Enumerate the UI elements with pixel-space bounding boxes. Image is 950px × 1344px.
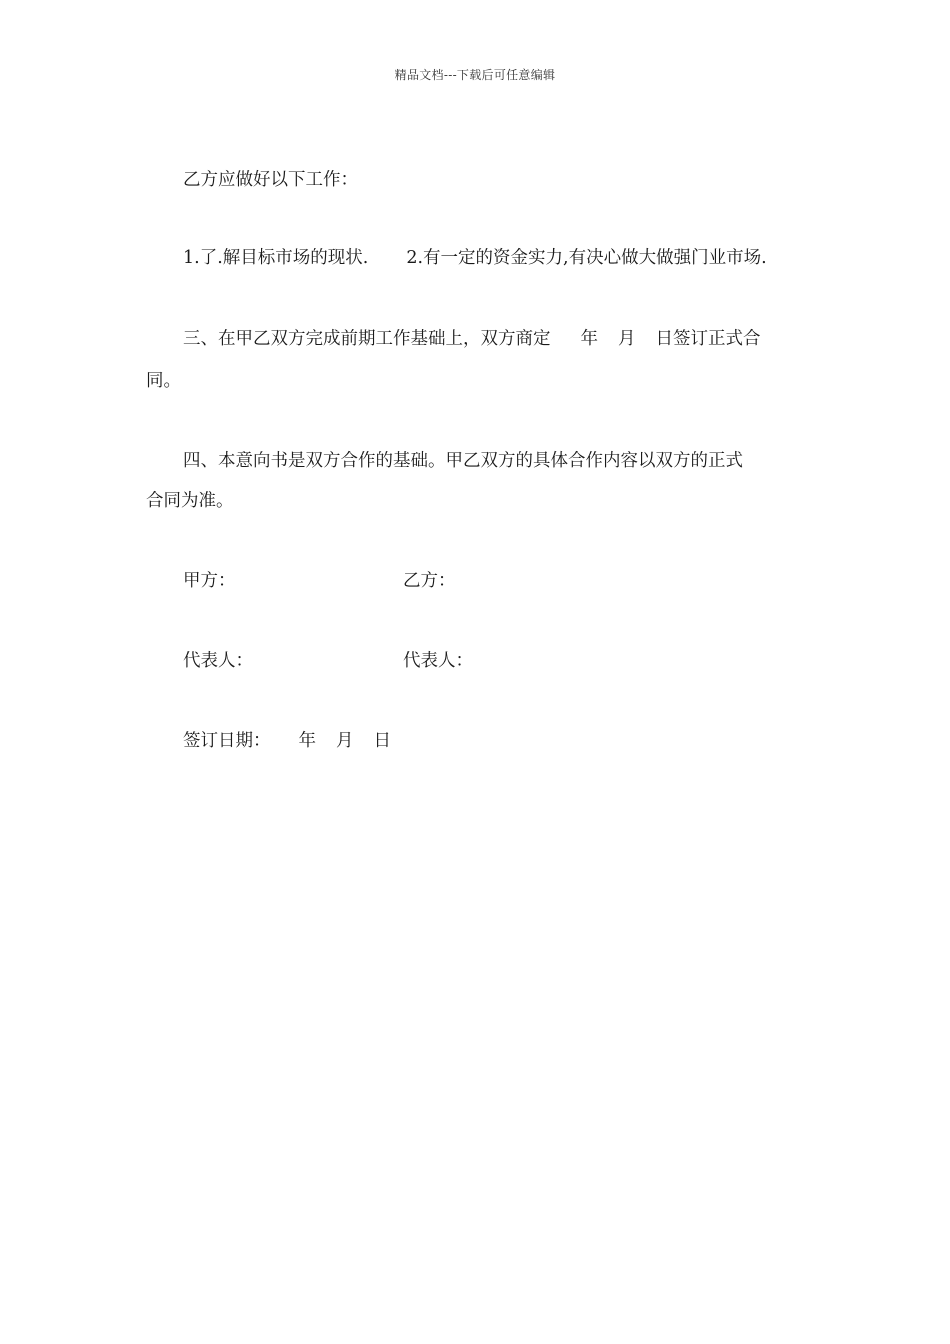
page-header: 精品文档---下载后可任意编辑 — [394, 68, 556, 82]
rep-a-label: 代表人： — [183, 651, 253, 671]
work-item-1: 1.了.解目标市场的现状. — [183, 248, 369, 268]
rep-b-label: 代表人： — [403, 651, 473, 671]
signing-date-day: 日 — [373, 731, 391, 751]
signing-date-label: 签订日期： — [183, 731, 271, 751]
clause-3-line-2: 同。 — [146, 371, 181, 391]
clause-4-line-1: 四、本意向书是双方合作的基础。甲乙双方的具体合作内容以双方的正式 — [183, 451, 743, 471]
party-a-label: 甲方： — [183, 571, 236, 591]
work-items-line — [183, 246, 767, 270]
work-item-2: 2.有一定的资金实力,有决心做大做强门业市场. — [406, 248, 767, 268]
signing-date-line — [183, 729, 391, 753]
clause-4-line-2: 合同为准。 — [146, 491, 234, 511]
clause-3-text-b: 日签订正式合 — [655, 329, 761, 349]
clause-3-month: 月 — [618, 329, 636, 349]
party-b-heading: 乙方应做好以下工作： — [183, 170, 358, 190]
signing-date-year: 年 — [298, 731, 316, 751]
clause-3-year: 年 — [580, 329, 598, 349]
clause-3-line-1 — [183, 327, 761, 351]
clause-3-text-a: 三、在甲乙双方完成前期工作基础上，双方商定 — [183, 329, 551, 349]
party-b-label: 乙方： — [403, 571, 456, 591]
signing-date-month: 月 — [336, 731, 354, 751]
